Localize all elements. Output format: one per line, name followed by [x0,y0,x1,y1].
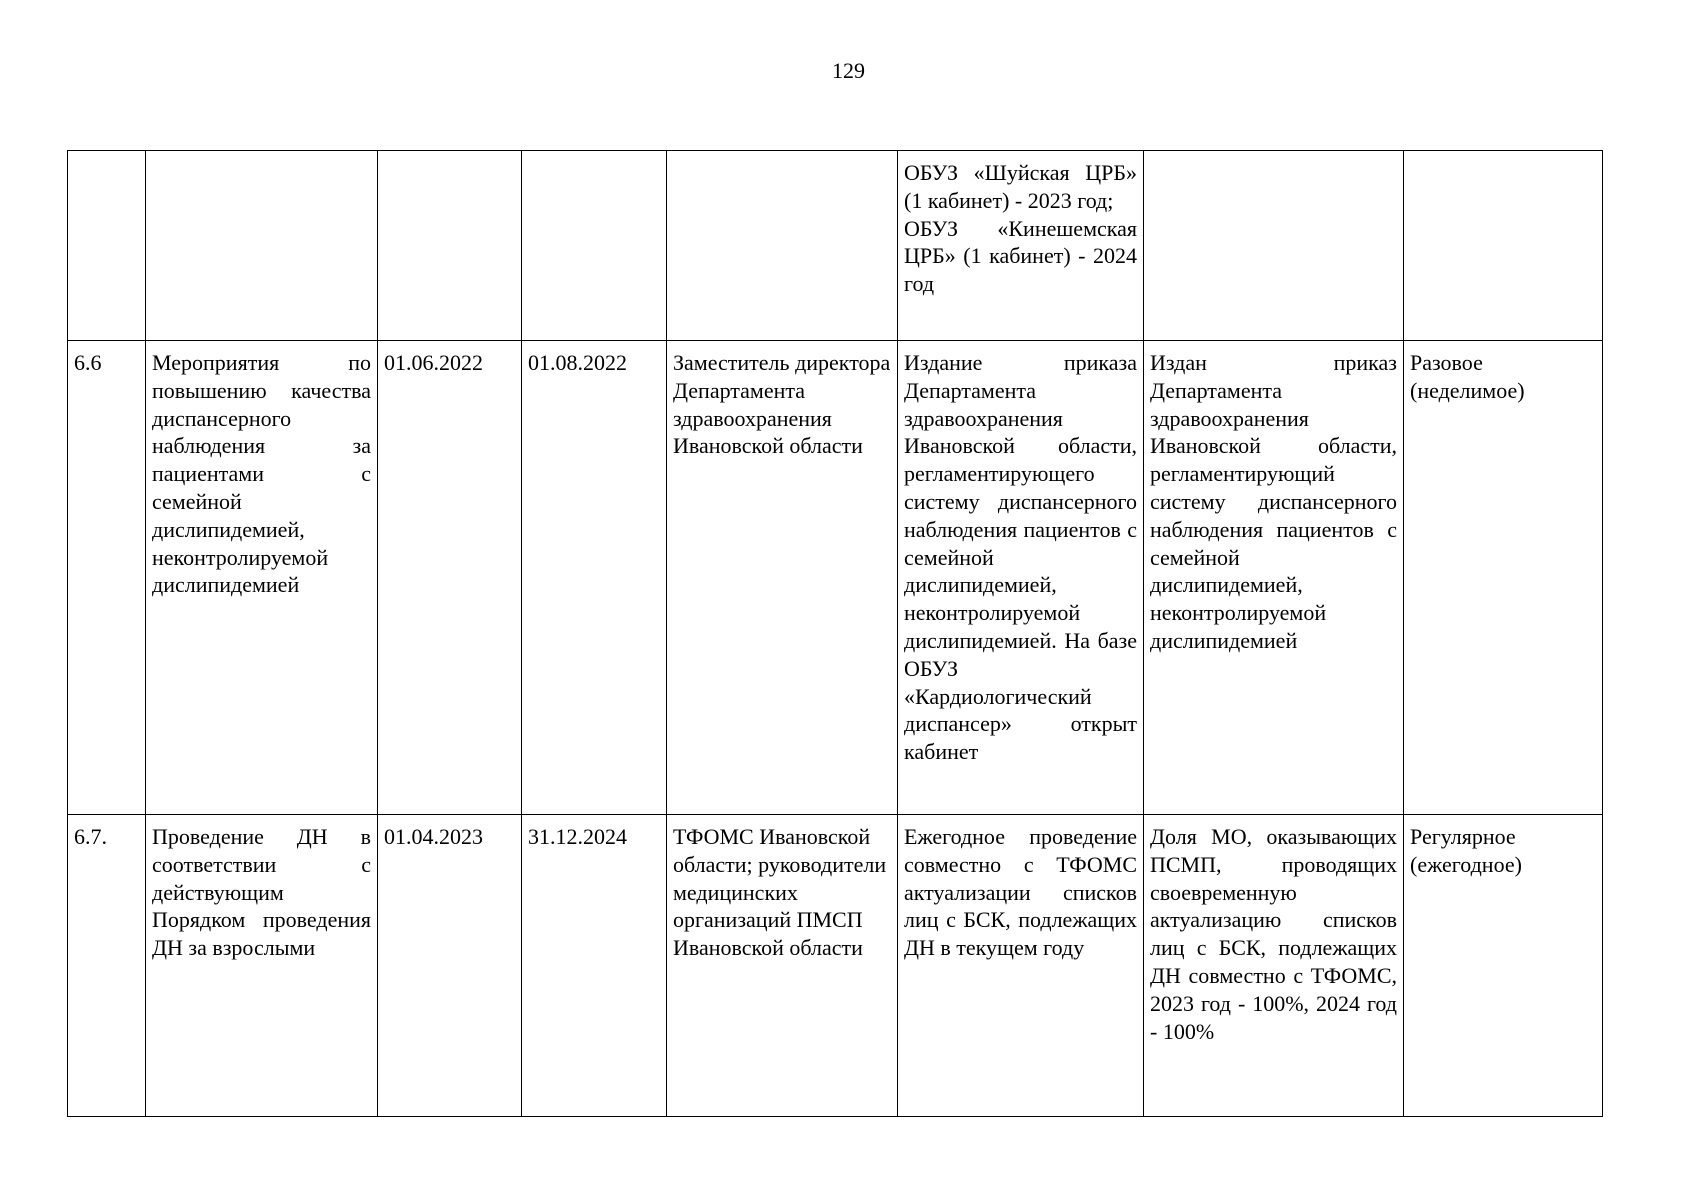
cell-number: 6.6 [68,341,146,815]
cell-event: Проведение ДН в соответствии с действующим Порядком проведения ДН за взрослыми [146,815,378,1117]
cell-responsible: Заместитель директора Департамента здравоохранения Ивановской области [667,341,898,815]
cell-event [146,151,378,341]
cell-number [68,151,146,341]
cell-indicator: Доля МО, оказывающих ПСМП, проводящих своевременную актуализацию списков лиц с БСК, подлежащих ДН совместно с ТФОМС, 2023 год - 100%, 2024 год - 100% [1144,815,1404,1117]
cell-number: 6.7. [68,815,146,1117]
cell-indicator [1144,151,1404,341]
cell-responsible: ТФОМС Ивановской области; руководители медицинских организаций ПМСП Ивановской области [667,815,898,1117]
cell-type [1404,151,1603,341]
cell-responsible [667,151,898,341]
cell-result [898,151,1144,341]
cell-type: Разовое (неделимое) [1404,341,1603,815]
cell-indicator: Издан приказ Департамента здравоохранения Ивановской области, регламентирующий систему диспансерного наблюдения пациентов с семейной дислипидемией, неконтролируемой дислипидемией [1144,341,1404,815]
cell-start-date: 01.06.2022 [378,341,522,815]
result-line: ОБУЗ «Кинешемская ЦРБ» (1 кабинет) - 2024 год [904,215,1137,297]
cell-start-date: 01.04.2023 [378,815,522,1117]
cell-end-date: 31.12.2024 [522,815,667,1117]
cell-result: Издание приказа Департамента здравоохранения Ивановской области, регламентирующего систему диспансерного наблюдения пациентов с семейной дислипидемией, неконтролируемой дислипидемией. На базе ОБУЗ «Кардиологический диспансер» открыт кабинет [898,341,1144,815]
cell-event: Мероприятия по повышению качества диспансерного наблюдения за пациентами с семейной дислипидемией, неконтролируемой дислипидемией [146,341,378,815]
table-row [68,815,1603,1117]
cell-start-date [378,151,522,341]
cell-end-date: 01.08.2022 [522,341,667,815]
table-row [68,151,1603,341]
result-line: ОБУЗ «Шуйская ЦРБ» (1 кабинет) - 2023 год; [904,160,1137,213]
cell-type: Регулярное (ежегодное) [1404,815,1603,1117]
cell-end-date [522,151,667,341]
cell-result: Ежегодное проведение совместно с ТФОМС актуализации списков лиц с БСК, подлежащих ДН в текущем году [898,815,1144,1117]
page-number: 129 [832,58,865,83]
action-plan-table [67,150,1603,1117]
table-row [68,341,1603,815]
